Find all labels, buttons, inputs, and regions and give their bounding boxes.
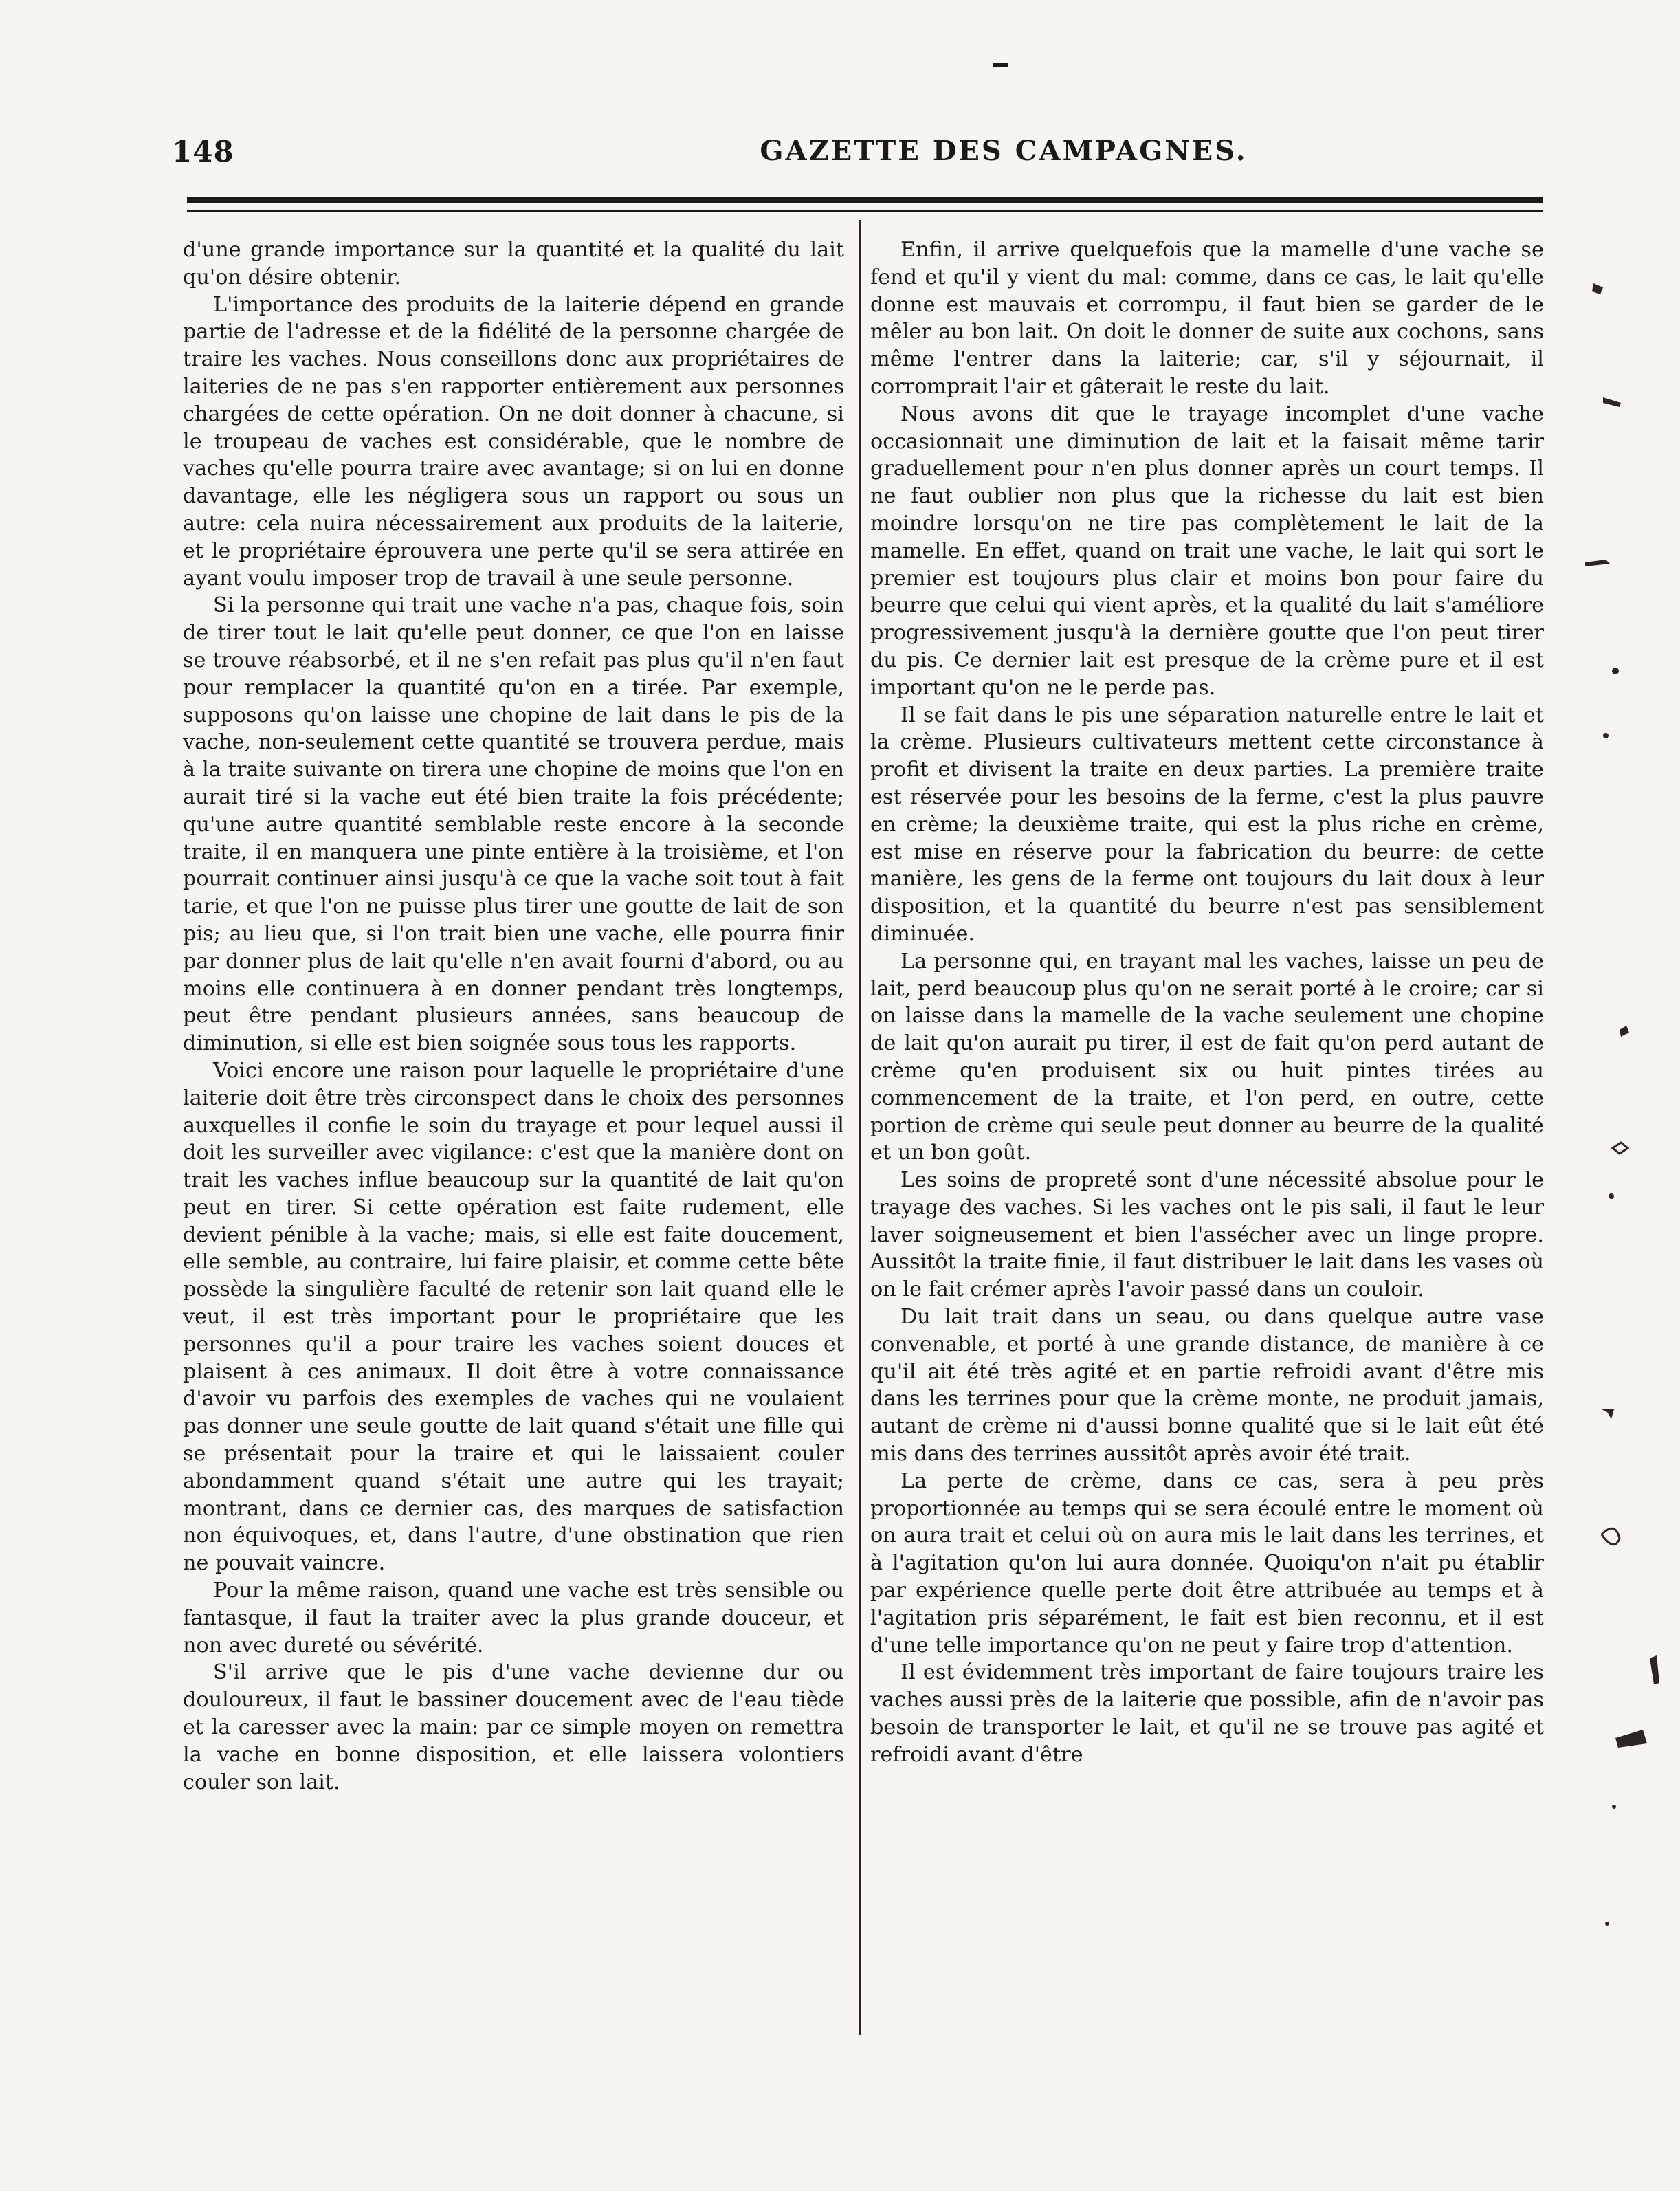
paragraph: Voici encore une raison pour laquelle le propriétaire d'une laiterie doit être très circonspect dans le choix des personnes auxquelles il confie le soin du trayage et pour lequel aussi il doit les surveiller avec vigilance: c'est que la manière dont on trait les vaches influe beaucoup sur la quantité de lait qu'on peut en tirer. Si cette opération est faite rudement, elle devient pénible à la vache; mais, si elle est faite doucement, elle semble, au contraire, lui faire plaisir, et comme cette bête possède la singulière faculté de retenir son lait quand elle le veut, il est très important pour le propriétaire que les personnes qu'il a pour traire les vaches soient douces et plaisent à ces animaux. Il doit être à votre connaissance d'avoir vu parfois des exemples de vaches qui ne voulaient pas donner une seule goutte de lait quand s'était une fille qui se présentait pour la traire et qui le laissaient couler abondamment quand s'était une autre qui les trayait; montrant, dans ce dernier cas, des marques de satisfaction non équivoques, et, dans l'autre, d'une obstination que rien ne pouvait vaincre. [183,1058,844,1576]
paragraph: Les soins de propreté sont d'une nécessité absolue pour le trayage des vaches. Si les vaches ont le pis sali, il faut le leur laver soigneusement et bien l'assécher avec un linge propre. Aussitôt la traite finie, il faut distribuer le lait dans les vases où on le fait crémer après l'avoir passé dans un couloir. [870,1168,1544,1302]
paragraph: Il se fait dans le pis une séparation naturelle entre le lait et la crème. Plusieurs cultivateurs mettent cette circonstance à profit et divisent la traite en deux parties. La première traite est réservée pour les besoins de la ferme, c'est la plus pauvre en crème; la deuxième traite, qui est la plus riche en crème, est mise en réserve pour la fabrication du beurre: de cette manière, les gens de la ferme ont toujours du lait doux à leur disposition, et la quantité du beurre n'est pas sensiblement diminuée. [870,703,1544,946]
paragraph: Il est évidemment très important de faire toujours traire les vaches aussi près de la laiterie que possible, afin de n'avoir pas besoin de transporter le lait, et qu'il ne se trouve pas agité et refroidi avant d'être [870,1660,1544,1767]
paragraph: La perte de crème, dans ce cas, sera à peu près proportionnée au temps qui se sera écoulé entre le moment où on aura trait et celui où on aura mis le lait dans les terrines, et à l'agitation qu'on lui aura donnée. Quoiqu'on n'ait pu établir par expérience quelle perte doit être attribuée au temps et à l'agitation pris séparément, le fait est bien reconnu, et il est d'une telle importance qu'on ne peut y faire trop d'attention. [870,1468,1544,1658]
paragraph: Du lait trait dans un seau, ou dans quelque autre vase convenable, et porté à une grande distance, de manière à ce qu'il ait été très agité et en partie refroidi avant d'être mis dans les terrines pour que la crème monte, ne produit jamais, autant de crème ni d'aussi bonne qualité que si le lait eût été mis dans des terrines aussitôt après avoir été trait. [870,1305,1544,1466]
paragraph: S'il arrive que le pis d'une vache devienne dur ou douloureux, il faut le bassiner doucement avec de l'eau tiède et la caresser avec la main: par ce simple moyen on remettra la vache en bonne disposition, et elle laissera volontiers couler son lait. [183,1660,844,1794]
paragraph: La personne qui, en trayant mal les vaches, laisse un peu de lait, perd beaucoup plus qu'on ne serait porté à le croire; car si on laisse dans la mamelle de la vache seulement une chopine de lait qu'on aurait pu tirer, il est de fait qu'on perd autant de crème qu'en produisent six ou huit pintes tirées au commencement de la traite, et l'on perd, en outre, cette portion de crème qui seule peut donner au beurre de la qualité et un bon goût. [870,949,1544,1165]
paragraph: Enfin, il arrive quelquefois que la mamelle d'une vache se fend et qu'il y vient du mal: comme, dans ce cas, le lait qu'elle donne est mauvais et corrompu, il faut bien se garder de le mêler au bon lait. On doit le donner de suite aux cochons, sans même l'entrer dans la laiterie; car, s'il y séjournait, il corromprait l'air et gâterait le reste du lait. [870,238,1544,399]
paragraph: Pour la même raison, quand une vache est très sensible ou fantasque, il faut la traiter avec la plus grande douceur, et non avec dureté ou sévérité. [183,1578,844,1658]
paragraph: d'une grande importance sur la quantité et la qualité du lait qu'on désire obtenir. [183,238,844,289]
running-head: GAZETTE DES CAMPAGNES. [760,135,1248,167]
paragraph: Nous avons dit que le trayage incomplet d'une vache occasionnait une diminution de lait et la faisait même tarir graduellement pour n'en plus donner après un court temps. Il ne faut oublier non plus que la richesse du lait est bien moindre lorsqu'on ne tire pas complètement le lait de la mamelle. En effet, quand on trait une vache, le lait qui sort le premier est toujours plus clair et moins bon pour faire du beurre que celui qui vient après, et la qualité du lait s'améliore progressivement jusqu'à la dernière goutte que l'on peut tirer du pis. Ce dernier lait est presque de la crème pure et il est important qu'on ne le perde pas. [870,401,1544,700]
paragraph: Si la personne qui trait une vache n'a pas, chaque fois, soin de tirer tout le lait qu'elle peut donner, ce que l'on en laisse se trouve réabsorbé, et il ne s'en refait pas plus qu'il n'en faut pour remplacer la quantité qu'on en a tirée. Par exemple, supposons qu'on laisse une chopine de lait dans le pis de la vache, non-seulement cette quantité se trouvera perdue, mais à la traite suivante on tirera une chopine de moins que l'on en aurait tiré si la vache eut été bien traite la fois précédente; qu'une autre quantité semblable reste encore à la seconde traite, il en manquera une pinte entière à la troisième, et l'on pourrait continuer ainsi jusqu'à ce que la vache soit tout à fait tarie, et que l'on ne puisse plus tirer une goutte de lait de son pis; au lieu que, si l'on trait bien une vache, elle pourra finir par donner plus de lait qu'elle n'en avait fourni d'abord, ou au moins elle continuera à en donner pendant très longtemps, peut être pendant plusieurs années, sans beaucoup de diminution, si elle est bien soignée sous tous les rapports. [183,593,844,1056]
right-margin-ink-specks [1585,283,1659,1926]
paragraph: L'importance des produits de la laiterie dépend en grande partie de l'adresse et de la fidélité de la personne chargée de traire les vaches. Nous conseillons donc aux propriétaires de laiteries de ne pas s'en rapporter entièrement aux personnes chargées de cette opération. On ne doit donner à chacune, si le troupeau de vaches est considérable, que le nombre de vaches qu'elle pourra traire avec avantage; si on lui en donne davantage, elle les négligera sous un rapport ou sous un autre: cela nuira nécessairement aux produits de la laiterie, et le propriétaire éprouvera une perte qu'il se sera attirée en ayant voulu imposer trop de travail à une seule personne. [183,292,844,591]
page-number: 148 [172,135,234,168]
